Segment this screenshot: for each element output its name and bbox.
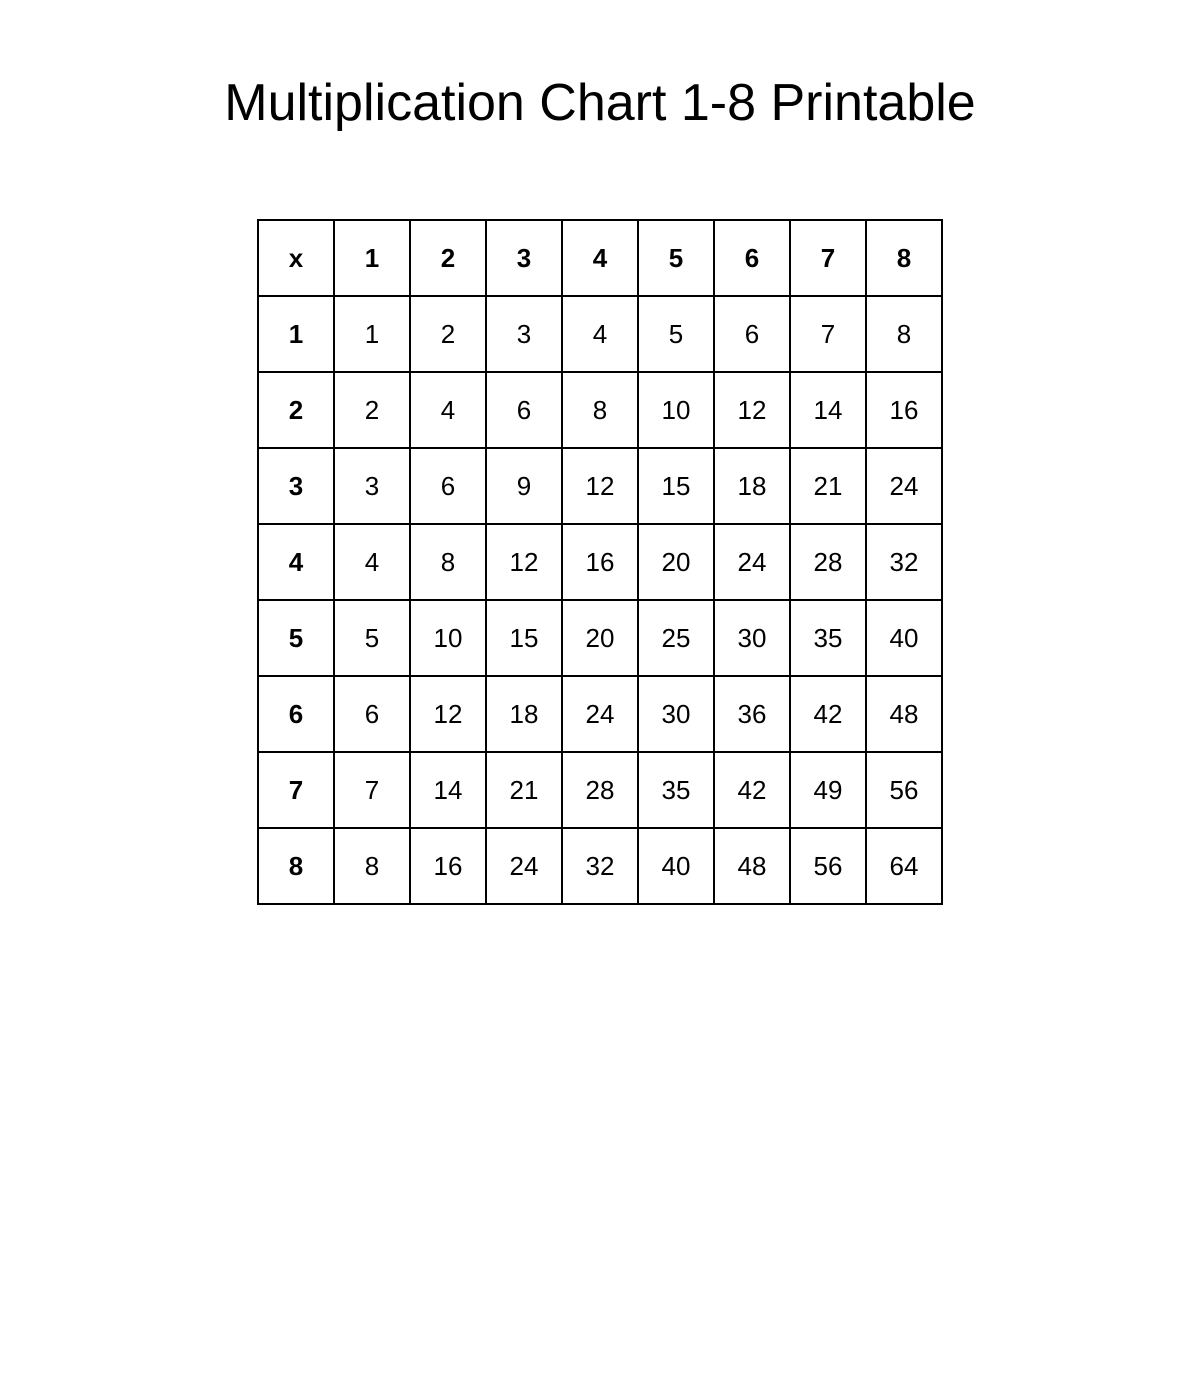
table-row <box>258 828 942 904</box>
product-cell: 6 <box>410 448 486 524</box>
product-cell: 40 <box>866 600 942 676</box>
product-cell: 32 <box>866 524 942 600</box>
product-cell: 2 <box>410 296 486 372</box>
product-cell: 8 <box>562 372 638 448</box>
product-cell: 3 <box>334 448 410 524</box>
row-header-cell: 6 <box>258 676 334 752</box>
product-cell: 12 <box>562 448 638 524</box>
product-cell: 24 <box>866 448 942 524</box>
row-header-cell: 5 <box>258 600 334 676</box>
product-cell: 6 <box>334 676 410 752</box>
product-cell: 7 <box>334 752 410 828</box>
table-row <box>258 524 942 600</box>
product-cell: 64 <box>866 828 942 904</box>
product-cell: 4 <box>562 296 638 372</box>
product-cell: 10 <box>638 372 714 448</box>
product-cell: 5 <box>638 296 714 372</box>
column-header-cell: 8 <box>866 220 942 296</box>
product-cell: 16 <box>866 372 942 448</box>
product-cell: 24 <box>714 524 790 600</box>
product-cell: 16 <box>562 524 638 600</box>
product-cell: 7 <box>790 296 866 372</box>
column-header-cell: 5 <box>638 220 714 296</box>
product-cell: 4 <box>410 372 486 448</box>
product-cell: 1 <box>334 296 410 372</box>
product-cell: 15 <box>638 448 714 524</box>
product-cell: 30 <box>714 600 790 676</box>
product-cell: 8 <box>410 524 486 600</box>
column-header-cell: 7 <box>790 220 866 296</box>
product-cell: 48 <box>714 828 790 904</box>
product-cell: 24 <box>486 828 562 904</box>
table-row <box>258 372 942 448</box>
page-title: Multiplication Chart 1-8 Printable <box>224 74 976 132</box>
product-cell: 40 <box>638 828 714 904</box>
product-cell: 6 <box>714 296 790 372</box>
column-header-cell: 4 <box>562 220 638 296</box>
product-cell: 10 <box>410 600 486 676</box>
product-cell: 21 <box>790 448 866 524</box>
row-header-cell: 4 <box>258 524 334 600</box>
product-cell: 14 <box>410 752 486 828</box>
column-header-cell: 2 <box>410 220 486 296</box>
product-cell: 15 <box>486 600 562 676</box>
product-cell: 35 <box>638 752 714 828</box>
product-cell: 16 <box>410 828 486 904</box>
table-body <box>258 220 942 904</box>
product-cell: 12 <box>486 524 562 600</box>
column-header-cell: 6 <box>714 220 790 296</box>
table-row <box>258 448 942 524</box>
product-cell: 21 <box>486 752 562 828</box>
product-cell: 25 <box>638 600 714 676</box>
row-header-cell: 3 <box>258 448 334 524</box>
row-header-cell: 1 <box>258 296 334 372</box>
product-cell: 6 <box>486 372 562 448</box>
product-cell: 20 <box>638 524 714 600</box>
table-row <box>258 676 942 752</box>
product-cell: 56 <box>790 828 866 904</box>
product-cell: 9 <box>486 448 562 524</box>
product-cell: 28 <box>562 752 638 828</box>
row-header-cell: 7 <box>258 752 334 828</box>
row-header-cell: 8 <box>258 828 334 904</box>
product-cell: 8 <box>334 828 410 904</box>
row-header-cell: 2 <box>258 372 334 448</box>
table-row <box>258 752 942 828</box>
product-cell: 48 <box>866 676 942 752</box>
corner-cell: x <box>258 220 334 296</box>
product-cell: 56 <box>866 752 942 828</box>
column-header-cell: 3 <box>486 220 562 296</box>
product-cell: 2 <box>334 372 410 448</box>
product-cell: 12 <box>714 372 790 448</box>
product-cell: 14 <box>790 372 866 448</box>
product-cell: 35 <box>790 600 866 676</box>
product-cell: 24 <box>562 676 638 752</box>
table-row <box>258 296 942 372</box>
column-header-cell: 1 <box>334 220 410 296</box>
product-cell: 5 <box>334 600 410 676</box>
table-row <box>258 600 942 676</box>
product-cell: 18 <box>486 676 562 752</box>
table-header-row <box>258 220 942 296</box>
product-cell: 18 <box>714 448 790 524</box>
product-cell: 36 <box>714 676 790 752</box>
product-cell: 4 <box>334 524 410 600</box>
product-cell: 12 <box>410 676 486 752</box>
multiplication-table <box>257 219 943 905</box>
product-cell: 42 <box>790 676 866 752</box>
product-cell: 28 <box>790 524 866 600</box>
product-cell: 3 <box>486 296 562 372</box>
product-cell: 20 <box>562 600 638 676</box>
product-cell: 42 <box>714 752 790 828</box>
product-cell: 32 <box>562 828 638 904</box>
product-cell: 49 <box>790 752 866 828</box>
product-cell: 8 <box>866 296 942 372</box>
product-cell: 30 <box>638 676 714 752</box>
